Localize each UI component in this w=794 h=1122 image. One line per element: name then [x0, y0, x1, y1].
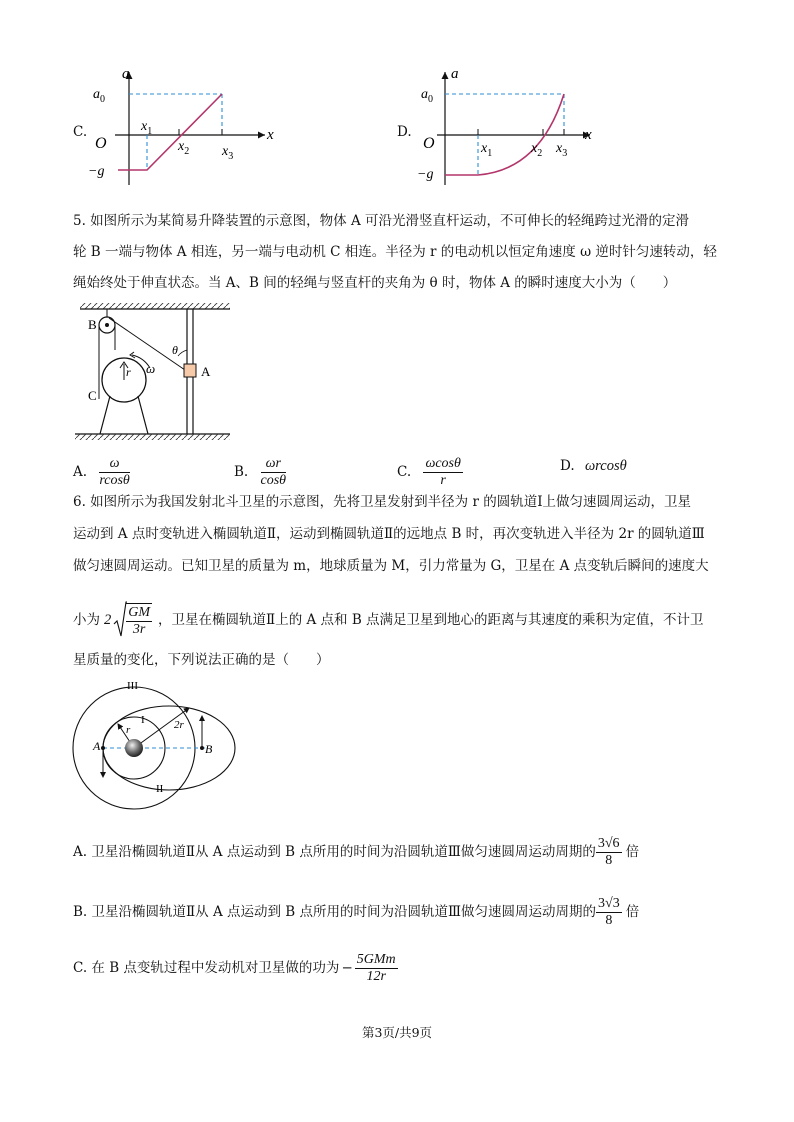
label-c: C [88, 388, 97, 403]
q5-option-b [234, 456, 286, 489]
denominator: 12r [366, 968, 386, 984]
q5-option-c-fraction [423, 456, 462, 489]
a0-label: $a_0$ [421, 87, 433, 105]
q5-option-b-label: B. [234, 464, 249, 480]
label-omega: ω [146, 361, 156, 376]
axis-x-label: x [585, 127, 592, 143]
label-b: B [88, 317, 97, 332]
denominator: 8 [605, 852, 613, 868]
theta-arc [178, 350, 187, 356]
numerator: 3√6 [597, 835, 620, 851]
q4-graph-d [415, 60, 615, 190]
q5-option-a-fraction [99, 456, 129, 489]
label-2r: 2r [174, 719, 184, 731]
numerator: 3√3 [598, 895, 620, 911]
q6-line-4 [73, 598, 704, 642]
label-ii: II [156, 783, 164, 795]
page-footer: 第3页/共9页 [361, 1025, 433, 1040]
q6-option-a-text: A. 卫星沿椭圆轨道Ⅱ从 A 点运动到 B 点所用的时间为沿圆轨道Ⅲ做匀速圆周运动周期的 [73, 843, 596, 860]
x2-label: $x_2$ [178, 139, 190, 157]
axis-x-label: x [267, 127, 274, 143]
q5-option-c [397, 456, 463, 489]
block-a [184, 364, 196, 377]
q6-line-1: 6. 如图所示为我国发射北斗卫星的示意图，先将卫星发射到半径为 r 的圆轨道Ⅰ上做匀速圆周运动，卫星 [73, 494, 692, 510]
ceiling-hatch [80, 303, 230, 309]
origin-label: O [423, 135, 435, 152]
q4-option-c-label: C. [73, 124, 88, 140]
q5-line-3: 绳始终处于伸直状态。当 A、B 间的轻绳与竖直杆的夹角为 θ 时，物体 A 的瞬时速度大小为（ ） [73, 275, 677, 291]
q5-option-d-expr: ωrcosθ [584, 458, 627, 474]
numerator: ωcosθ [425, 456, 461, 471]
pulley-axle [105, 323, 109, 327]
stand-left [100, 396, 110, 434]
label-r: r [126, 365, 131, 379]
x3-label: $x_3$ [222, 144, 234, 162]
origin-label: O [95, 135, 107, 152]
denominator: rcosθ [99, 473, 130, 488]
line4-suffix: ，卫星在椭圆轨道Ⅱ上的 A 点和 B 点满足卫星到地心的距离与其速度的乘积为定值，不计卫 [158, 611, 704, 628]
label-r: r [126, 724, 131, 736]
q6-option-b [73, 892, 639, 932]
label-i: I [141, 714, 145, 726]
q6-option-c [73, 948, 398, 988]
line4-prefix: 小为 [73, 611, 100, 628]
axis-a-label: a [451, 66, 459, 82]
q5-option-b-fraction [261, 456, 287, 489]
numerator: GM [128, 604, 151, 620]
denominator: 3r [132, 621, 146, 637]
q6-option-a [73, 832, 639, 872]
label-theta: θ [172, 343, 178, 357]
q6-option-c-text: C. 在 B 点变轨过程中发动机对卫星做的功为 [73, 959, 340, 976]
label-a: A [93, 739, 101, 753]
q5-option-a [73, 456, 130, 489]
denominator: r [440, 473, 446, 488]
a0-label: $a_0$ [93, 87, 105, 105]
q6-line-5: 星质量的变化，下列说法正确的是（ ） [73, 652, 330, 668]
x1-label: $x_1$ [141, 119, 153, 137]
q6-option-a-fraction [596, 836, 622, 869]
numerator: ω [99, 456, 129, 473]
label-iii: III [127, 680, 138, 692]
q4-option-d-label: D. [397, 124, 412, 140]
earth [125, 739, 143, 757]
axis-a-label: a [122, 66, 130, 82]
x1-label: $x_1$ [481, 141, 493, 159]
q6-option-b-fraction [596, 896, 622, 929]
q5-option-d [560, 458, 627, 475]
denominator: cosθ [260, 473, 287, 488]
floor-hatch [75, 434, 230, 440]
speed-fraction [126, 603, 152, 638]
q6-option-b-tail: 倍 [625, 903, 640, 920]
q6-line-3: 做匀速圆周运动。已知卫星的质量为 m，地球质量为 M，引力常量为 G，卫星在 A 点变轨后瞬间的速度大 [73, 558, 709, 574]
q6-option-c-fraction [355, 952, 398, 985]
minus-sign: − [341, 959, 353, 976]
q5-option-c-label: C. [397, 464, 412, 480]
q5-option-d-label: D. [560, 458, 575, 474]
a-x-curve [118, 94, 222, 170]
stand-right [138, 396, 148, 434]
denominator: 8 [605, 912, 613, 928]
q6-option-a-tail: 倍 [625, 843, 640, 860]
neg-g-label: −g [88, 164, 105, 179]
q6-option-b-text: B. 卫星沿椭圆轨道Ⅱ从 A 点运动到 B 点所用的时间为沿圆轨道Ⅲ做匀速圆周运动周期的 [73, 903, 597, 920]
numerator: ωr [261, 456, 287, 473]
q5-option-a-label: A. [73, 464, 88, 480]
neg-g-label: −g [417, 167, 434, 182]
label-b: B [205, 742, 213, 756]
q5-lift-diagram [70, 300, 240, 445]
label-a: A [201, 364, 211, 379]
q6-orbit-diagram [68, 680, 238, 830]
q4-graph-c [85, 60, 285, 190]
x2-label: $x_2$ [531, 141, 543, 159]
q5-line-1: 5. 如图所示为某简易升降装置的示意图，物体 A 可沿光滑竖直杆运动，不可伸长的轻绳跨过光滑的定滑 [73, 213, 690, 229]
q5-line-2: 轮 B 一端与物体 A 相连，另一端与电动机 C 相连。半径为 r 的电动机以恒定角速度 ω 逆时针匀速转动，轻 [73, 244, 717, 260]
speed-coefficient: 2 [104, 611, 112, 628]
q6-line-2: 运动到 A 点时变轨进入椭圆轨道Ⅱ，运动到椭圆轨道Ⅱ的远地点 B 时，再次变轨进入半径为 2r 的圆轨道Ⅲ [73, 526, 705, 542]
sqrt-sign [113, 600, 127, 640]
point-a [101, 746, 105, 750]
numerator: 5GMm [356, 951, 396, 967]
x3-label: $x_3$ [556, 141, 568, 159]
point-b [200, 746, 204, 750]
